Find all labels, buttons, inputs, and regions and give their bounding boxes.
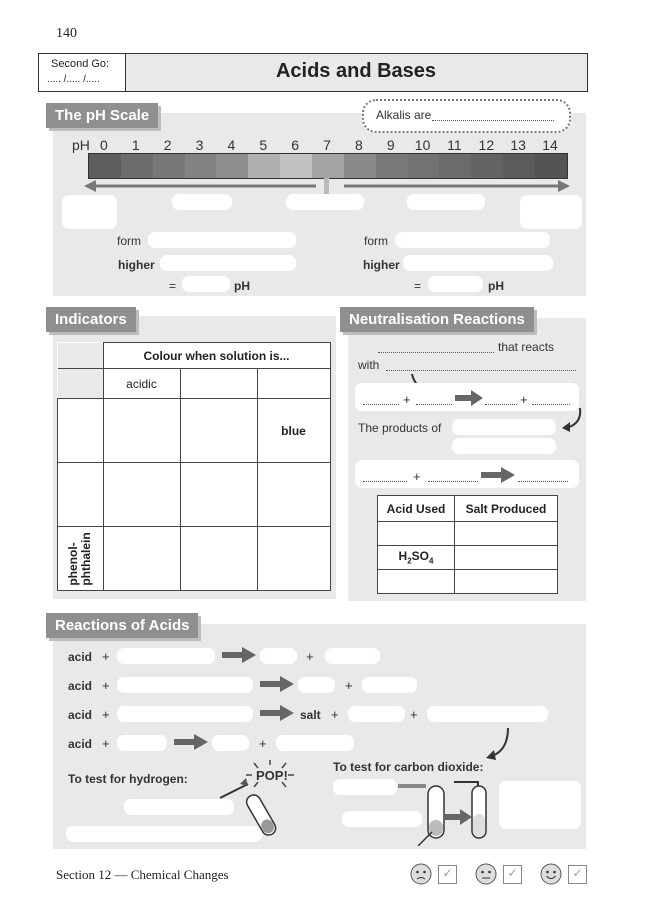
equation-box-2 xyxy=(355,460,579,488)
phenolphthalein-cell xyxy=(58,527,104,591)
form-left-label: form xyxy=(117,234,141,248)
page-title: Acids and Bases xyxy=(275,60,437,82)
indicators-tab: Indicators xyxy=(46,307,136,332)
products-of-label: The products of xyxy=(358,421,442,435)
r1-blank-1[interactable] xyxy=(117,648,215,664)
neutralisation-tab: Neutralisation Reactions xyxy=(340,307,534,332)
plus: + xyxy=(102,707,110,722)
acid-label-2: acid xyxy=(68,679,93,693)
form-right-blank[interactable] xyxy=(395,232,550,248)
eq1-blank-1[interactable] xyxy=(363,404,399,405)
header-blank-cell[interactable] xyxy=(180,369,257,399)
with-label: with xyxy=(358,358,380,372)
plus: + xyxy=(102,736,110,751)
ph-segment xyxy=(535,154,567,178)
equals-left: = xyxy=(169,279,177,293)
eq2-blank-1[interactable] xyxy=(363,481,407,482)
acid-used-header: Acid Used xyxy=(378,496,455,522)
r3-blank-2[interactable] xyxy=(348,706,405,722)
ph-number: 6 xyxy=(291,137,300,153)
higher-left-blank[interactable] xyxy=(160,255,296,271)
ph-scale-tab: The pH Scale xyxy=(46,103,158,128)
ph-number: 0 xyxy=(100,137,108,153)
higher-right-blank[interactable] xyxy=(403,255,553,271)
blue-cell: blue xyxy=(257,399,330,463)
ph-segment xyxy=(185,154,217,178)
ph-right-label: pH xyxy=(488,279,504,293)
second-go-label: Second Go: xyxy=(51,58,110,70)
salt-produced-header: Salt Produced xyxy=(455,496,558,522)
phthalein-text: phthalein xyxy=(79,531,94,586)
eq2-plus: + xyxy=(413,469,421,484)
table-cell[interactable] xyxy=(180,527,257,591)
eq2-blank-3[interactable] xyxy=(518,481,568,482)
footer-section-label: Section 12 — Chemical Changes xyxy=(56,867,229,882)
table-cell[interactable] xyxy=(257,527,330,591)
neutral-blank[interactable] xyxy=(286,194,364,210)
ph-number: 1 xyxy=(131,137,140,153)
ph-number: 4 xyxy=(227,137,236,153)
form-left-blank[interactable] xyxy=(148,232,296,248)
r2-blank-2[interactable] xyxy=(298,677,335,693)
r1-blank-3[interactable] xyxy=(325,648,380,664)
table-cell[interactable] xyxy=(180,463,257,527)
plus: + xyxy=(102,678,110,693)
ph-segment xyxy=(408,154,440,178)
ph-number: 10 xyxy=(414,137,431,153)
acid-label-3: acid xyxy=(68,708,93,722)
form-right-label: form xyxy=(364,234,388,248)
alkalis-label: Alkalis are xyxy=(376,108,432,122)
pop-text: POP! xyxy=(256,768,288,783)
ph-segment xyxy=(312,154,344,178)
plus: + xyxy=(331,707,339,722)
ph-number: 12 xyxy=(478,137,495,153)
second-go-date: ..... /..... /..... xyxy=(47,74,100,85)
arrow-right-icon xyxy=(455,390,483,406)
plus: + xyxy=(306,649,314,664)
products-of-blank[interactable] xyxy=(452,419,556,435)
test-tube-splint-icon xyxy=(218,778,290,842)
colour-header: Colour when solution is... xyxy=(103,343,330,369)
salt-table xyxy=(377,495,558,594)
reactions-tab: Reactions of Acids xyxy=(46,613,198,638)
r3-blank-1[interactable] xyxy=(117,706,253,722)
eq1-blank-2[interactable] xyxy=(416,404,452,405)
ph-number: 5 xyxy=(259,137,268,153)
ph-arrows xyxy=(80,178,575,194)
table-cell[interactable] xyxy=(378,522,455,546)
header-blank-cell[interactable] xyxy=(257,369,330,399)
arrow-right-icon xyxy=(222,647,256,663)
ph-segment xyxy=(89,154,121,178)
table-cell[interactable] xyxy=(455,570,558,594)
table-cell[interactable] xyxy=(103,527,180,591)
ph-segment xyxy=(503,154,535,178)
table-cell[interactable] xyxy=(378,570,455,594)
ph-number: 3 xyxy=(195,137,204,153)
salt-label: salt xyxy=(300,708,321,722)
higher-left-label: higher xyxy=(118,258,155,272)
acidic-header: acidic xyxy=(103,369,180,399)
limewater-apparatus-icon xyxy=(398,776,498,846)
r2-blank-1[interactable] xyxy=(117,677,253,693)
that-reacts-label: that reacts xyxy=(498,340,555,354)
r4-blank-3[interactable] xyxy=(276,735,354,751)
plus: + xyxy=(102,649,110,664)
acid-blank[interactable] xyxy=(62,195,117,229)
ph-right-blank[interactable] xyxy=(428,276,483,292)
curved-arrow-icon xyxy=(560,406,586,432)
checkbox-2[interactable]: ✓ xyxy=(503,865,522,884)
happy-face-icon xyxy=(540,863,562,885)
reacting-blank[interactable] xyxy=(378,352,494,353)
ph-number: 14 xyxy=(542,137,558,153)
acid-label-1: acid xyxy=(68,650,93,664)
arrow-right-icon xyxy=(260,676,294,692)
corner-cell xyxy=(58,369,104,399)
table-cell[interactable] xyxy=(455,522,558,546)
ph-segment xyxy=(153,154,185,178)
r3-blank-3[interactable] xyxy=(427,706,548,722)
test-hydrogen-label: To test for hydrogen: xyxy=(68,772,188,786)
indicator-name-cell[interactable] xyxy=(58,463,104,527)
page-number: 140 xyxy=(56,26,77,41)
weak-acid-blank[interactable] xyxy=(172,194,232,210)
table-cell[interactable] xyxy=(455,546,558,570)
ph-left-blank[interactable] xyxy=(182,276,230,292)
table-cell[interactable] xyxy=(180,399,257,463)
table-cell[interactable] xyxy=(103,399,180,463)
r4-blank-2[interactable] xyxy=(212,735,249,751)
acid-label-4: acid xyxy=(68,737,93,751)
checkbox-1[interactable]: ✓ xyxy=(438,865,457,884)
ph-segment xyxy=(121,154,153,178)
ph-number: 8 xyxy=(354,137,363,153)
r4-blank-1[interactable] xyxy=(117,735,167,751)
table-cell[interactable] xyxy=(257,463,330,527)
h-text: H xyxy=(398,549,408,564)
arrow-right-icon xyxy=(260,705,294,721)
eq2-blank-2[interactable] xyxy=(428,481,478,482)
eq1-plus-2: + xyxy=(520,392,528,407)
ph-color-bar xyxy=(88,153,568,179)
phenol-text: phenol- xyxy=(66,541,81,586)
arrow-right-icon xyxy=(481,467,515,483)
neutral-face-icon xyxy=(475,863,497,885)
co2-blank-1[interactable] xyxy=(333,779,397,795)
worried-face-icon xyxy=(410,863,432,885)
equals-right: = xyxy=(414,279,422,293)
test-co2-label: To test for carbon dioxide: xyxy=(333,760,484,774)
indicators-table xyxy=(57,342,331,591)
ph-number: 9 xyxy=(386,137,395,153)
higher-right-label: higher xyxy=(363,258,400,272)
with-blank[interactable] xyxy=(386,370,576,371)
co2-result-box[interactable] xyxy=(499,781,581,829)
ph-segment xyxy=(344,154,376,178)
curved-arrow-icon xyxy=(484,726,512,766)
weak-alkali-blank[interactable] xyxy=(407,194,485,210)
products-blank-2[interactable] xyxy=(452,438,556,454)
checkbox-3[interactable]: ✓ xyxy=(568,865,587,884)
second-go-box xyxy=(39,54,126,91)
eq1-plus-1: + xyxy=(403,392,411,407)
arrow-right-icon xyxy=(174,734,208,750)
ph-segment xyxy=(471,154,503,178)
h2so4-cell xyxy=(378,546,455,570)
ph-segment xyxy=(376,154,408,178)
ph-number: 7 xyxy=(323,137,331,153)
title-bar xyxy=(38,53,588,92)
subscript-2: 2 xyxy=(407,556,412,566)
r2-blank-3[interactable] xyxy=(362,677,417,693)
r1-blank-2[interactable] xyxy=(260,648,297,664)
table-cell[interactable] xyxy=(103,463,180,527)
alkali-blank[interactable] xyxy=(520,195,582,229)
ph-segment xyxy=(216,154,248,178)
plus: + xyxy=(410,707,418,722)
subscript-4: 4 xyxy=(429,556,434,566)
ph-segment xyxy=(280,154,312,178)
so-text: SO xyxy=(411,549,429,564)
plus: + xyxy=(259,736,267,751)
ph-left-label: pH xyxy=(234,279,250,293)
eq1-blank-4[interactable] xyxy=(532,404,570,405)
ph-number: 2 xyxy=(163,137,172,153)
ph-segment xyxy=(439,154,471,178)
eq1-blank-3[interactable] xyxy=(485,404,517,405)
ph-label: pH xyxy=(72,137,90,153)
indicator-name-cell[interactable] xyxy=(58,399,104,463)
ph-number: 13 xyxy=(510,137,526,153)
plus: + xyxy=(345,678,353,693)
corner-cell xyxy=(58,343,104,369)
ph-number: 11 xyxy=(447,137,462,153)
alkalis-blank[interactable] xyxy=(432,120,554,121)
ph-segment xyxy=(248,154,280,178)
